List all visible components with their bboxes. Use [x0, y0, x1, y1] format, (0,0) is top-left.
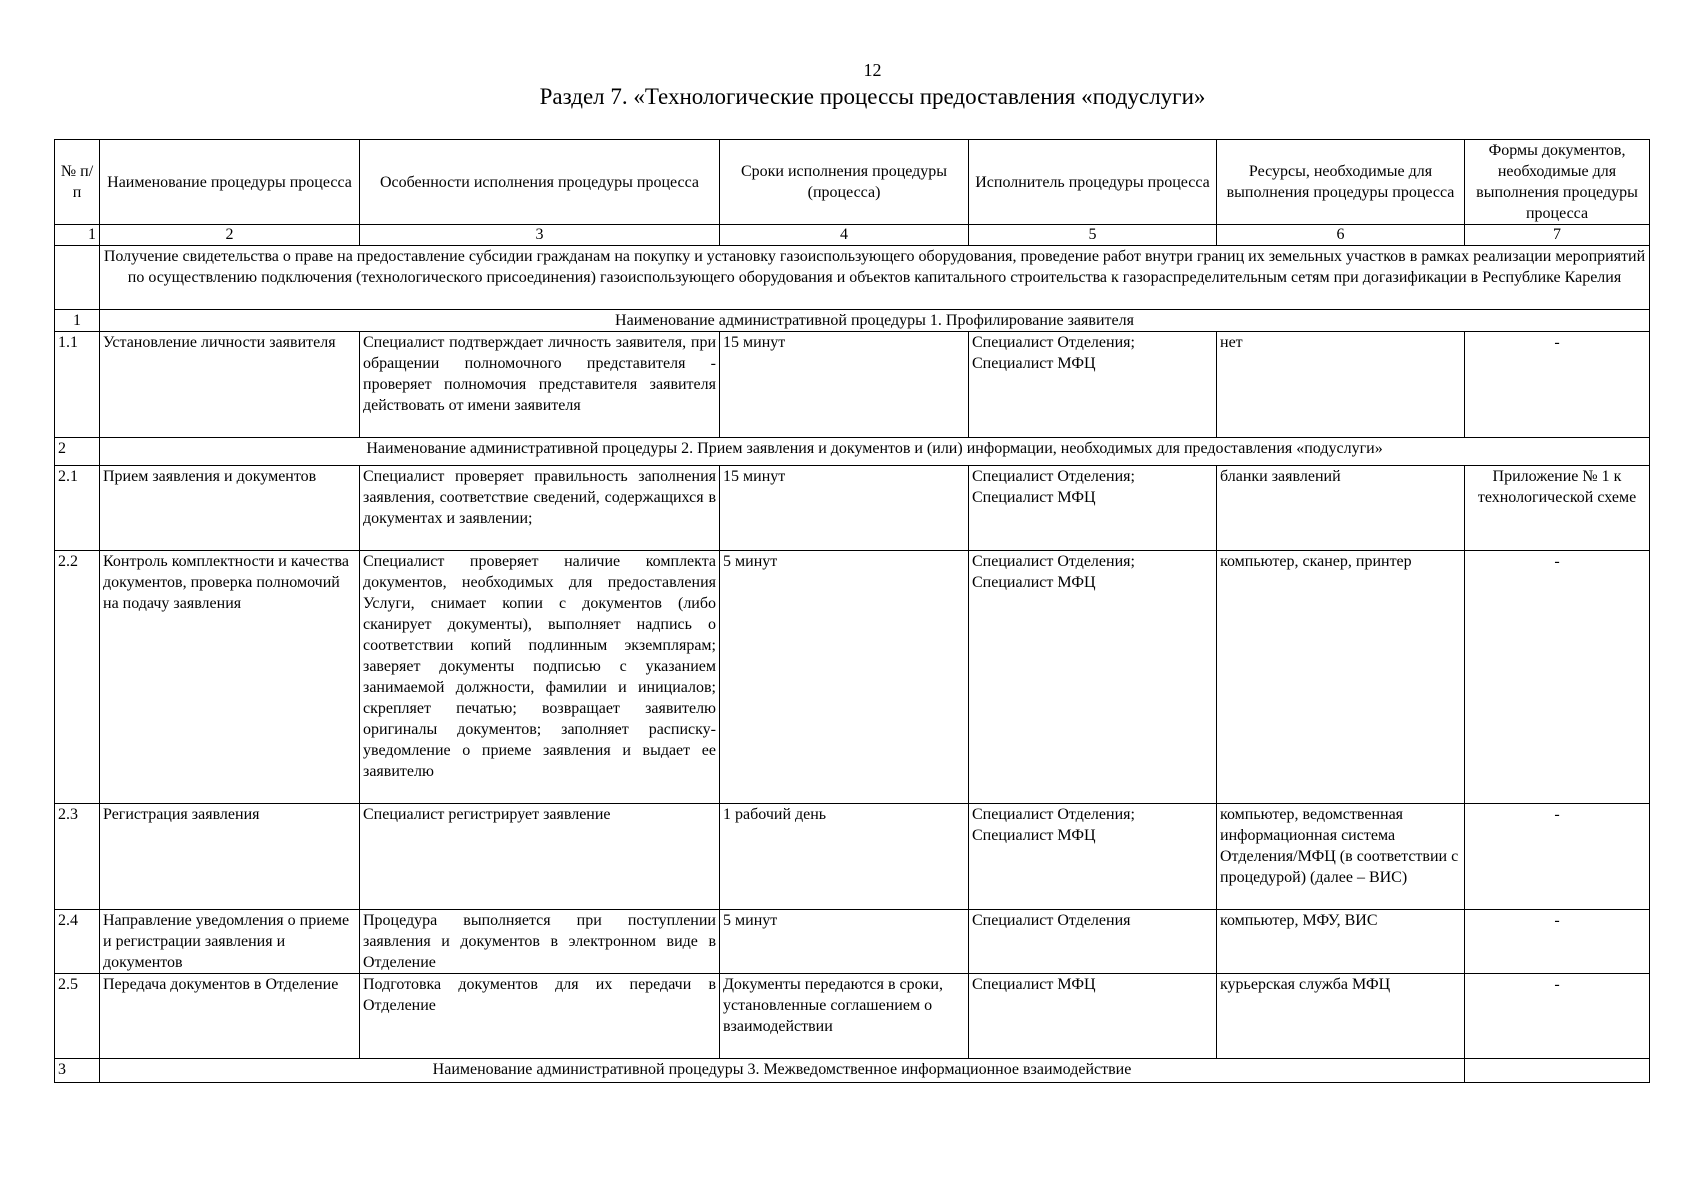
table-row	[55, 910, 1650, 974]
procedure-name: Наименование административной процедуры 3. Межведомственное информационное взаимодействие	[100, 1059, 1465, 1083]
procedure-step-term: 1 рабочий день	[720, 804, 969, 910]
procedure-step-name: Направление уведомления о приеме и регистрации заявления и документов	[100, 910, 360, 974]
header-cell-forms: Формы документов, необходимые для выполнения процедуры процесса	[1465, 140, 1650, 225]
header-cell-num: № п/п	[55, 140, 100, 225]
procedure-row	[55, 310, 1650, 332]
procedure-row	[55, 438, 1650, 466]
procedure-row	[55, 1059, 1650, 1083]
row-number: 2.2	[55, 551, 100, 804]
header-cell-name: Наименование процедуры процесса	[100, 140, 360, 225]
row-number: 2.4	[55, 910, 100, 974]
procedure-step-executor: Специалист МФЦ	[969, 974, 1217, 1059]
table-row	[55, 551, 1650, 804]
procedure-step-features: Процедура выполняется при поступлении заявления и документов в электронном виде в Отделение	[360, 910, 720, 974]
procedure-step-executor: Специалист Отделения; Специалист МФЦ	[969, 551, 1217, 804]
column-number: 6	[1217, 225, 1465, 246]
procedure-step-executor: Специалист Отделения; Специалист МФЦ	[969, 332, 1217, 438]
table-row	[55, 974, 1650, 1059]
procedure-step-features: Специалист подтверждает личность заявителя, при обращении полномочного представителя - проверяет полномочия представителя заявителя действовать от имени заявителя	[360, 332, 720, 438]
column-number: 2	[100, 225, 360, 246]
procedure-step-features: Специалист регистрирует заявление	[360, 804, 720, 910]
procedure-step-executor: Специалист Отделения; Специалист МФЦ	[969, 466, 1217, 551]
table-row	[55, 804, 1650, 910]
row-number: 2.1	[55, 466, 100, 551]
header-cell-term: Сроки исполнения процедуры (процесса)	[720, 140, 969, 225]
procedure-step-forms: -	[1465, 804, 1650, 910]
column-number: 7	[1465, 225, 1650, 246]
procedure-step-forms: -	[1465, 332, 1650, 438]
table-header-row	[55, 140, 1650, 225]
process-table	[54, 139, 1650, 1083]
procedure-step-resources: компьютер, ведомственная информационная система Отделения/МФЦ (в соответствии с процедурой) (далее – ВИС)	[1217, 804, 1465, 910]
header-cell-resources: Ресурсы, необходимые для выполнения процедуры процесса	[1217, 140, 1465, 225]
section-title: Раздел 7. «Технологические процессы предоставления «подуслуги»	[539, 84, 1206, 109]
table-row	[55, 466, 1650, 551]
procedure-forms-empty	[1465, 1059, 1650, 1083]
page-number: 12	[863, 60, 882, 80]
column-number: 3	[360, 225, 720, 246]
procedure-step-features: Специалист проверяет правильность заполнения заявления, соответствие сведений, содержащихся в документах и заявлении;	[360, 466, 720, 551]
column-number: 1	[55, 225, 100, 246]
procedure-step-features: Специалист проверяет наличие комплекта документов, необходимых для предоставления Услуги, снимает копии с документов (либо сканирует документы), выполняет надпись о соответствии копий подлинным экземплярам; заверяет документы подписью с указанием занимаемой должности, фамилии и инициалов; скрепляет печатью; возвращает заявителю оригиналы документов; заполняет расписку-уведомление о приеме заявления и выдает ее заявителю	[360, 551, 720, 804]
procedure-step-forms: -	[1465, 910, 1650, 974]
header-cell-features: Особенности исполнения процедуры процесса	[360, 140, 720, 225]
procedure-step-resources: бланки заявлений	[1217, 466, 1465, 551]
service-title: Получение свидетельства о праве на предоставление субсидии гражданам на покупку и установку газоиспользующего оборудования, проведение работ внутри границ их земельных участков в рамках реализации мероприятий по осуществлению подключения (технологического присоединения) газоиспользующего оборудования и объектов капитального строительства к газораспределительным сетям при догазификации в Республике Карелия	[100, 246, 1650, 310]
procedure-step-executor: Специалист Отделения; Специалист МФЦ	[969, 804, 1217, 910]
row-number: 2.5	[55, 974, 100, 1059]
procedure-step-term: 5 минут	[720, 910, 969, 974]
procedure-step-name: Прием заявления и документов	[100, 466, 360, 551]
table-row	[55, 332, 1650, 438]
procedure-number: 2	[55, 438, 100, 466]
procedure-step-executor: Специалист Отделения	[969, 910, 1217, 974]
procedure-step-forms: -	[1465, 974, 1650, 1059]
procedure-step-resources: курьерская служба МФЦ	[1217, 974, 1465, 1059]
procedure-step-name: Передача документов в Отделение	[100, 974, 360, 1059]
column-number: 5	[969, 225, 1217, 246]
procedure-step-resources: компьютер, МФУ, ВИС	[1217, 910, 1465, 974]
row-number: 1.1	[55, 332, 100, 438]
procedure-step-resources: компьютер, сканер, принтер	[1217, 551, 1465, 804]
procedure-step-name: Регистрация заявления	[100, 804, 360, 910]
service-title-row	[55, 246, 1650, 310]
procedure-name: Наименование административной процедуры 2. Прием заявления и документов и (или) информации, необходимых для предоставления «подуслуги»	[100, 438, 1650, 466]
procedure-step-name: Контроль комплектности и качества документов, проверка полномочий на подачу заявления	[100, 551, 360, 804]
procedure-step-term: 15 минут	[720, 466, 969, 551]
procedure-step-name: Установление личности заявителя	[100, 332, 360, 438]
procedure-name: Наименование административной процедуры 1. Профилирование заявителя	[100, 310, 1650, 332]
row-number: 2.3	[55, 804, 100, 910]
procedure-step-forms: -	[1465, 551, 1650, 804]
procedure-step-features: Подготовка документов для их передачи в Отделение	[360, 974, 720, 1059]
procedure-step-term: Документы передаются в сроки, установленные соглашением о взаимодействии	[720, 974, 969, 1059]
column-number: 4	[720, 225, 969, 246]
service-title-spacer	[55, 246, 100, 310]
procedure-step-term: 5 минут	[720, 551, 969, 804]
procedure-number: 1	[55, 310, 100, 332]
procedure-step-resources: нет	[1217, 332, 1465, 438]
procedure-step-forms: Приложение № 1 к технологической схеме	[1465, 466, 1650, 551]
header-cell-executor: Исполнитель процедуры процесса	[969, 140, 1217, 225]
procedure-number: 3	[55, 1059, 100, 1083]
column-number-row	[55, 225, 1650, 246]
procedure-step-term: 15 минут	[720, 332, 969, 438]
